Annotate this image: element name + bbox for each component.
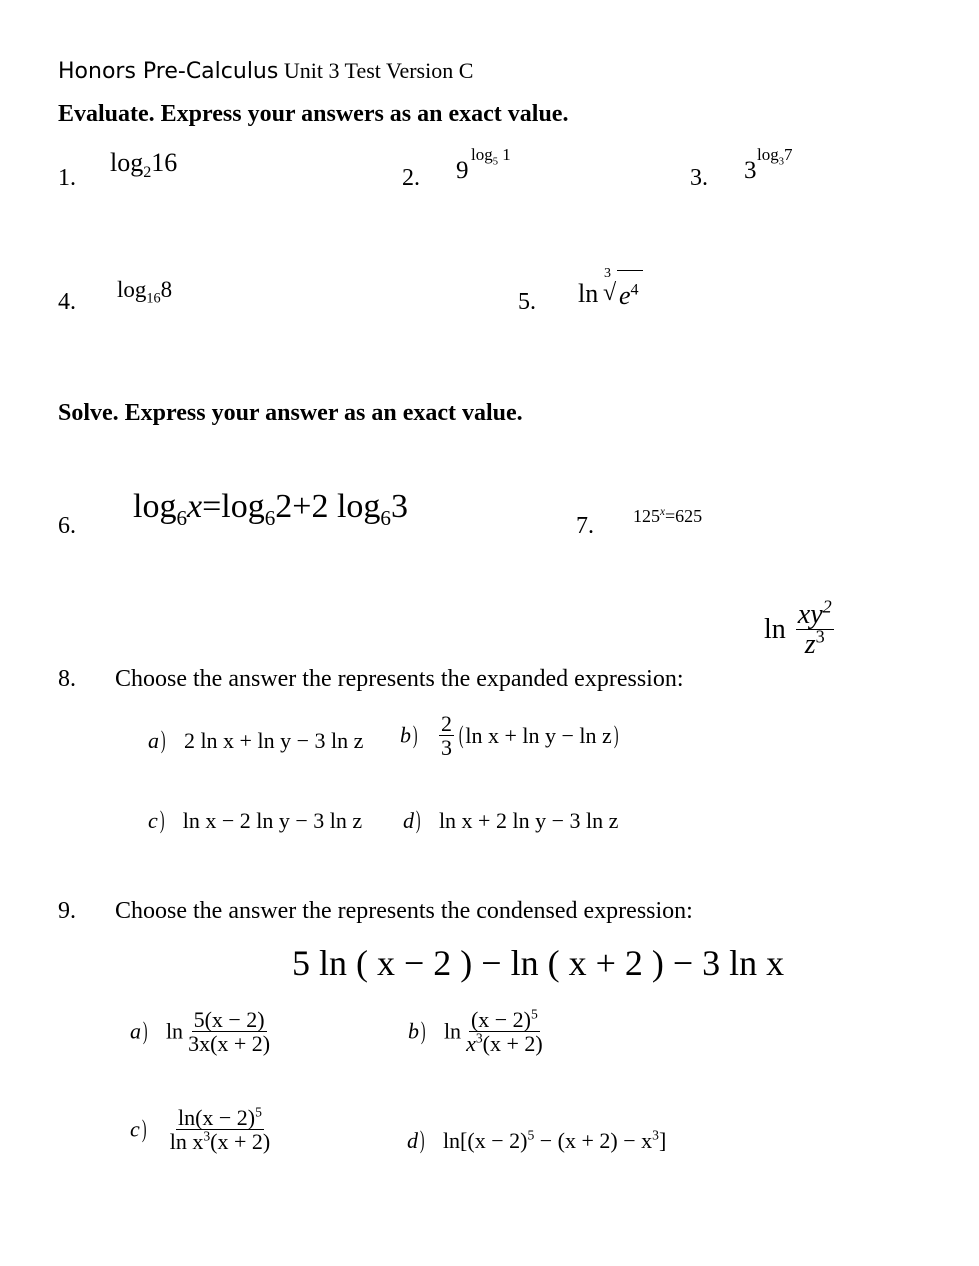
question-6-equation: $\log_6x=\log_62+2$ $\log_63$ (133, 488, 408, 530)
q8-option-c[interactable]: c) ln x − 2 ln y − 3 ln z (148, 806, 363, 834)
q9-option-b[interactable]: b) ln $\frac{(x - 2)^5}{x^3(x + 2)}$ (408, 1006, 543, 1057)
q9-option-d[interactable]: d) $\ln[(x - 2)^5 - (x + 2) - x^3]$ (407, 1126, 667, 1154)
q8-option-b[interactable]: b) $\frac{2}{3}$ (ln x + ln y − ln z) (400, 711, 619, 761)
question-9-number: 9. (58, 898, 76, 924)
q8-option-d[interactable]: d) ln x + 2 ln y − 3 ln z (403, 806, 619, 834)
question-2-base: 9 (456, 157, 469, 184)
question-4-expression: $\log_{16}8$ (117, 277, 173, 307)
question-3-number: 3. (690, 165, 708, 191)
question-3-exponent: $\log_37$ (757, 145, 793, 168)
question-2-number: 2. (402, 165, 420, 191)
question-9-expression: 5 ln ( x − 2 ) − ln ( x + 2 ) − 3 ln x (292, 943, 785, 983)
question-5-expression: ln (578, 279, 599, 308)
question-8-number: 8. (58, 666, 76, 692)
question-5-radicand: $e^4$ (619, 281, 639, 310)
solve-instructions: Solve. Express your answer as an exact value. (58, 400, 523, 426)
test-title: Unit 3 Test Version C (283, 58, 474, 83)
radical-overline (617, 270, 643, 271)
q8-option-a[interactable]: a) 2 ln x + ln y − 3 ln z (148, 726, 364, 754)
q9-option-c[interactable]: c) $\frac{\ln(x - 2)^5}{\ln x^3(x + 2)}$ (130, 1104, 271, 1155)
question-7-equation: $125^x=625$ (633, 506, 703, 526)
question-5-number: 5. (518, 289, 536, 315)
page-header (58, 58, 473, 84)
question-1-number: 1. (58, 165, 76, 191)
question-8-expression: ln $\frac{xy^2}{z^3}$ (764, 596, 832, 661)
q9-option-a[interactable]: a) ln $\frac{5(x - 2)}{3x(x + 2)}$ (130, 1007, 271, 1057)
question-2-exponent: $\log_5 1$ (471, 145, 511, 168)
radical-icon: √ (603, 280, 617, 306)
question-9-prompt: Choose the answer the represents the condensed expression: (115, 898, 693, 924)
question-7-number: 7. (576, 513, 594, 539)
question-8-prompt: Choose the answer the represents the expanded expression: (115, 666, 684, 692)
course-title: Honors Pre-Calculus (58, 59, 279, 84)
question-6-number: 6. (58, 513, 76, 539)
question-1-expression: $\log_216$ (110, 148, 178, 182)
question-5-root-index: 3 (604, 266, 611, 281)
evaluate-instructions: Evaluate. Express your answers as an exact value. (58, 101, 569, 127)
question-3-base: 3 (744, 157, 757, 184)
question-4-number: 4. (58, 289, 76, 315)
